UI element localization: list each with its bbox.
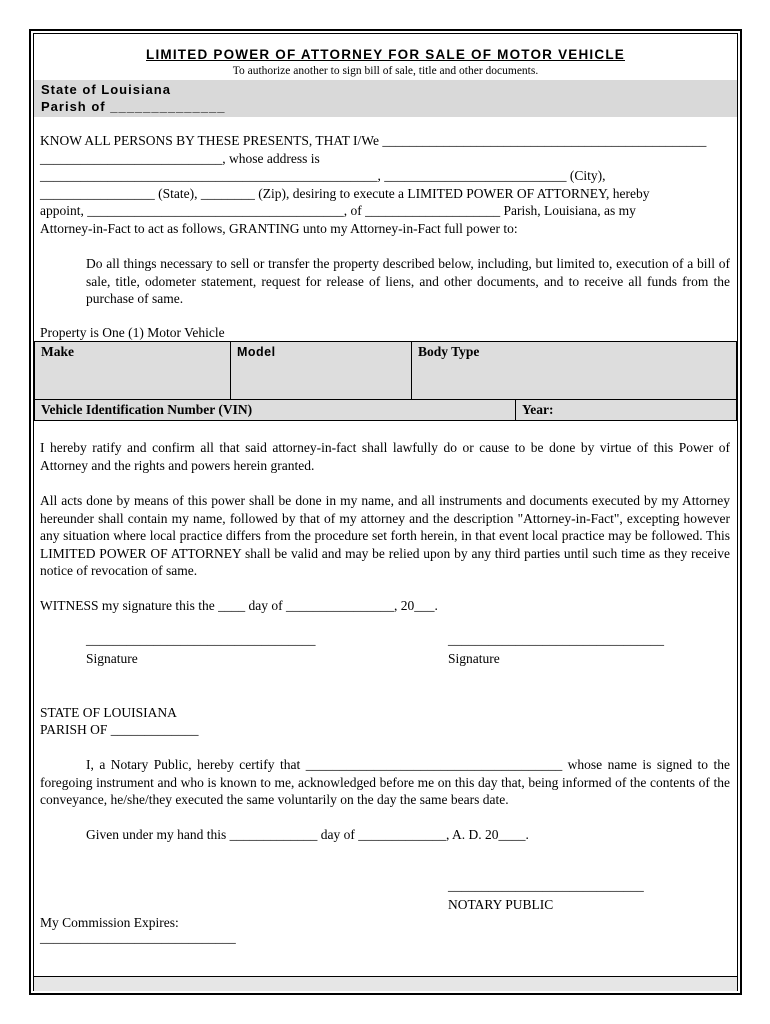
signature-label-2: Signature xyxy=(448,651,500,666)
signature-line-2[interactable]: ________________________________ xyxy=(448,632,664,647)
signature-label-1: Signature xyxy=(86,651,138,666)
intro-line[interactable]: ___________________________, whose address is xyxy=(40,150,320,166)
notary-certify-paragraph: I, a Notary Public, hereby certify that ______________________________________ whose name is signed to the foregoing instrument and who is known to me, acknowledged before me on this day that, being informed of the contents of the conveyance, he/she/they executed the same voluntarily on the day the same bears date. xyxy=(40,757,730,807)
powers-paragraph: Do all things necessary to sell or transfer the property described below, including, but limited to, execution of a bill of sale, title, odometer statement, request for release of liens, and other documents, and to receive all funds from the purchase of same. xyxy=(86,256,730,306)
vin-label: Vehicle Identification Number (VIN) xyxy=(41,402,253,417)
year-label: Year: xyxy=(522,402,554,417)
parish-field[interactable]: Parish of ______________ xyxy=(41,99,226,114)
state-name: State of Louisiana xyxy=(41,82,171,97)
commission-label: My Commission Expires: xyxy=(40,915,179,930)
witness-line[interactable]: WITNESS my signature this the ____ day of ________________, 20___. xyxy=(40,598,438,613)
make-label: Make xyxy=(41,344,74,359)
body-type-cell[interactable] xyxy=(412,342,737,400)
property-line: Property is One (1) Motor Vehicle xyxy=(40,325,225,340)
intro-line[interactable]: __________________________________________________, ___________________________ (City), xyxy=(40,168,606,183)
ratify-paragraph: I hereby ratify and confirm all that said attorney-in-fact shall lawfully do or cause to be done by virtue of this Power of Attorney and the rights and powers herein granted. xyxy=(40,440,730,473)
intro-line[interactable]: KNOW ALL PERSONS BY THESE PRESENTS, THAT I/We ________________________________________________ xyxy=(40,133,707,148)
document-title: LIMITED POWER OF ATTORNEY FOR SALE OF MOTOR VEHICLE xyxy=(146,47,625,62)
intro-line[interactable]: appoint, ______________________________________, of ____________________ Parish, Louisiana, as my xyxy=(40,203,636,218)
acts-paragraph: All acts done by means of this power shall be done in my name, and all instruments and documents executed by my Attorney hereunder shall contain my name, followed by that of my attorney and the description "Attorney-in-Fact", excepting however any situation where local practice differs from the procedure set forth herein, in that event local practice may be followed. This LIMITED POWER OF ATTORNEY shall be valid and may be relied upon by any third parties until such time as they receive notice of revocation of same. xyxy=(40,493,730,578)
intro-line: Attorney-in-Fact to act as follows, GRANTING unto my Attorney-in-Fact full power to: xyxy=(40,220,518,236)
notary-public-label: NOTARY PUBLIC xyxy=(448,897,554,912)
footer-band xyxy=(34,976,737,991)
model-label: Model xyxy=(237,345,276,359)
commission-line[interactable]: _____________________________ xyxy=(40,930,236,945)
notary-signature-line[interactable]: _____________________________ xyxy=(448,878,644,893)
vin-cell[interactable] xyxy=(35,400,516,421)
document-subtitle: To authorize another to sign bill of sale, title and other documents. xyxy=(232,65,539,77)
intro-paragraph xyxy=(40,132,730,237)
vehicle-table xyxy=(34,341,737,421)
body-type-label: Body Type xyxy=(418,344,480,359)
state-heading xyxy=(41,81,225,115)
year-cell[interactable] xyxy=(516,400,737,421)
signature-line-1[interactable]: __________________________________ xyxy=(86,632,316,647)
notary-parish[interactable]: PARISH OF _____________ xyxy=(40,722,199,737)
make-cell[interactable] xyxy=(35,342,231,400)
given-line[interactable]: Given under my hand this _____________ day of _____________, A. D. 20____. xyxy=(86,827,529,842)
model-cell[interactable] xyxy=(231,342,412,400)
intro-line[interactable]: _________________ (State), ________ (Zip), desiring to execute a LIMITED POWER OF ATTORNEY, hereby xyxy=(40,185,650,201)
notary-state: STATE OF LOUISIANA xyxy=(40,705,177,720)
